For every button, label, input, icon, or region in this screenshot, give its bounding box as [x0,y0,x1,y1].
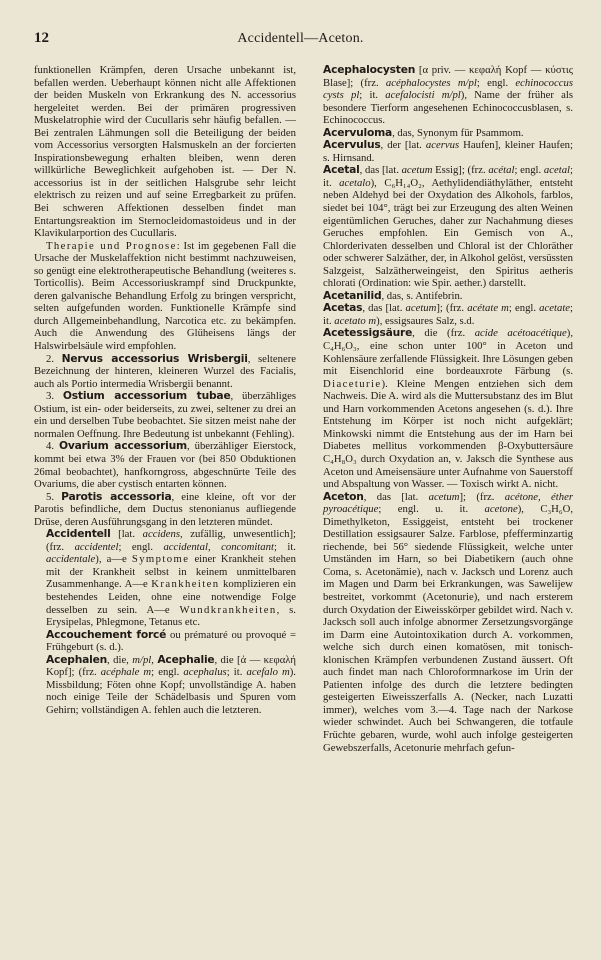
right-column [311,64,573,754]
paragraph: Acervulus, der [lat. acervus Haufen], kleiner Haufen; s. Hirnsand. [323,138,573,164]
paragraph: Accidentell [lat. accidens, zufällig, unwesentlich]; (frz. accidentel; engl. accidental, concomitant; it. accidentale), a—e Symptome einer Krankheit stehen mit der Krankheit selbst in keinem unmittelbaren Zusammenhange. A—e Krankheiten komplizieren ein bestehendes Leiden, ohne eine notwendige Folge desselben zu sein. A—e Wundkrankheiten, s. Erysipelas, Phlegmone, Tetanus etc. [46,527,297,629]
left-column [34,64,296,716]
paragraph: 5. Parotis accessoria, eine kleine, oft vor der Parotis befindliche, dem Ductus stenonianus aufliegende Drüse, deren Ausführungsgang in den letzteren mündet. [34,489,296,528]
paragraph: Acetas, das [lat. acetum]; (frz. acétate m; engl. acetate; it. acetato m), essigsaures Salz, s.d. [323,301,574,327]
paragraph: Therapie und Prognose: Ist im gegebenen Fall die Ursache der Muskelaffektion nicht bestimmt nachzuweisen, so genügt eine elektrotherapeutische Behandlung (weiteres s. Torticollis). Beim Accessoriuskrampf sind Druckpunkte, deren galvanische Behandlung Erfolg zu bringen verspricht, selten aufgefunden worden. Funktionelle Krämpfe sind durch Allgemeinbehandlung, Narcotica etc. zu bekämpfen. Auch die Anwendung des Glüheisens längs der Halswirbelsäule wird empfohlen. [34,239,296,353]
paragraph: 2. Nervus accessorius Wrisbergii, seltenere Bezeichnung der hinteren, kleineren Wurzel des Facialis, auch als Portio intermedia Wrisbergii benannt. [34,351,297,390]
paragraph: Acetal, das [lat. acetum Essig]; (frz. acétal; engl. acetal; it. acetalo), C₆H₁₄O₂, Aethylidendiäthyläther, entsteht neben Aldehyd bei der Oxydation des Alkohols, farblos, siedet bei 104°, trägt bei zur Erzeugung des alten Weinen eigentümlichen Geruches, daher zur Nachahmung dieses Geruches empfohlen. Ein Gemisch von A., Chlorderivaten desselben und Chloral ist der Chloräther oder schwerer Salzäther, der, in Alkohol gelöst, versüssten Salzgeist, Salzätherweingeist, den Spiritus aetheris chlorati (Ordination: wie Spir. aether.) darstellt. [323,163,573,290]
page-number: 12 [34,30,49,46]
paragraph: 4. Ovarium accessorium, überzähliger Eierstock, kommt bei etwa 3% der Frauen vor (bei 850 Obduktionen 26mal beobachtet), hanfkorngross, abgeschnürte Teile des Ovariums, die aber cystisch entarten können. [34,439,296,491]
paragraph: Acetanilid, das, s. Antifebrin. [323,288,463,302]
paragraph: funktionellen Krämpfen, deren Ursache unbekannt ist, befallen werden. Ueberhaupt können nicht alle Affektionen der beiden Muskeln von Erkrankung des N. accessorius hergeleitet werden. Bei der primären progressiven Muskelatrophie wird der Cucullaris sehr häufig befallen. — Bei zentralen Lähmungen soll die Beteiligung der beiden vom Accessorius versorgten Halsmuskeln an der forcierten Inspirationsbewegung erhalten bleiben, wenn deren willkürliche Beweglichkeit aufgehoben ist. — Der N. accessorius ist in der seitlichen Halsgrube sehr leicht elektrisch zu reizen und auf seine Erregbarkeit zu prüfen. Bei schweren Affektionen desselben findet man Entartungsreaktion im Sternocleidomastoideus und in der Klavikularportion des Cucullaris. [34,64,296,240]
paragraph: Acephalen, die, m/pl, Acephalie, die [ἀ — κεφαλή Kopf]; (frz. acéphale m; engl. acephalus; it. acefalo m). Missbildung; Föten ohne Kopf; unvollständige A. haben noch einige Teile der Schädelbasis und Spuren vom Gehirn; vollständigen A. fehlen auch die letzteren. [46,652,296,716]
paragraph: Acervuloma, das, Synonym für Psammom. [323,125,524,139]
running-head: Accidentell—Aceton. [237,31,364,46]
paragraph: Acephalocysten [α priv. — κεφαλή Kopf — κύστις Blase]; (frz. acéphalocystes m/pl; engl. echinococcus cysts pl; it. acefalocisti m/pl), Name der früher als besondere Tierform angesehenen Echinococcusblasen, s. Echinococcus. [323,63,573,127]
paragraph: Aceton, das [lat. acetum]; (frz. acétone, éther pyroacétique; engl. u. it. acetone), C₃H₆O, Dimethylketon, Essiggeist, entsteht bei trockener Destillation essigsaurer Salze. Farblose, pfefferminzartig riechende, bei 56° siedende Flüssigkeit, welche unter Umständen im Harn, so bei Diabetikern (auch ohne Coma, s. Acetonämie), nach v. Jacksch und Lorenz auch im Magen und Darm bei Erkrankungen, was Sawelijew bestreitet, vorkommt (Acetonurie), und nach ersterem durch Oxydation der Eiweisskörper gebildet wird. Nach v. Jacksch soll auch infolge abnormer Zersetzungsvorgänge im Darm eine Autointoxikation durch A. vorkommen, welche sich durch einen komatösen, mit tonisch-klonischen Krämpfen verbundenen Zustand äussert. Oft auch findet man nach Chloroformnarkose im Urin der Patienten infolge des durch die letztere bedingten gesteigerten Eiweisszerfalls A. (Necker, nach Luzatti immer), welches vom 3.—4. Tage nach der Narkose wieder schwindet. Auch bei Schwangeren, die totfaule Früchte gebaren, wurde, wohl auch infolge gesteigerten Gewebszerfalls, Acetonurie mehrfach gefun- [323,489,574,754]
paragraph: Accouchement forcé ou prématuré ou provoqué = Frühgeburt (s. d.). [46,627,297,654]
paragraph: Acetessigsäure, die (frz. acide acétoacétique), C₄H₆O₃, eine schon unter 100° in Aceton und Kohlensäure zerfallende Flüssigkeit. Ihre Lösungen geben mit Eisenchlorid eine bordeauxrote Färbung (s. Diaceturie). Kleine Mengen entziehen sich dem Nachweis. Die A. wird als die Muttersubstanz des im Blut und Harn vorkommenden Acetons angesehen (s. d.). Ihre Entstehung im Körper ist noch nicht aufgeklärt; Minkowski nimmt die Entstehung aus der im Harn bei Diabetes mellitus vorkommenden β-Oxybuttersäure C₄H₈O₃ durch Oxydation an, v. Jaksch die Synthese aus Aceton und Ameisensäure unter Aufnahme von Sauerstoff und Abspaltung von Wasser. — Toxisch wirkt A. nicht. [323,326,573,491]
paragraph: 3. Ostium accessorium tubae, überzähliges Ostium, ist ein- oder beiderseits, zu zwei, seltener zu drei an ein und derselben Tube beobachtet. Sie sitzen meist nahe der normalen Oeffnung. Ihre Bedeutung ist unbekannt (Fehling). [34,389,297,440]
